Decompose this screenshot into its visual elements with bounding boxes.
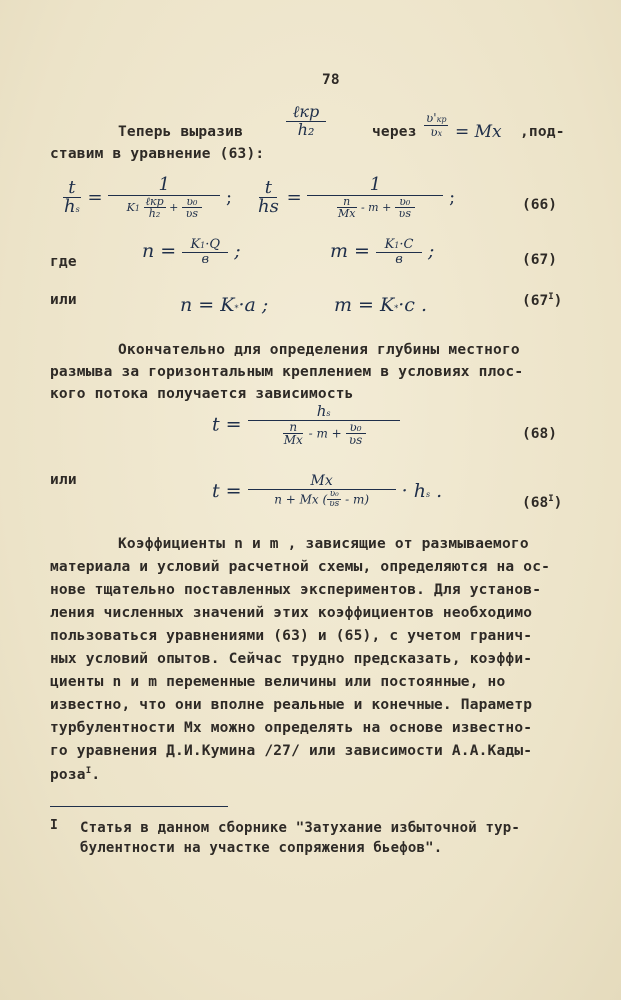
para2-line-8: известно, что они вполне реальные и конечные. Параметр xyxy=(50,697,533,713)
footnote-rule xyxy=(50,806,228,807)
eq67i-number: $(67^I)$ xyxy=(522,292,563,309)
eq67-n: n = $\frac{K1\cdot Q}{в}$ ; xyxy=(142,237,241,267)
intro-frac-den: h₂ xyxy=(297,119,315,139)
para2-line-11: роза$^I$. xyxy=(50,766,101,783)
eq67i-n: n = K*·a ; xyxy=(180,294,269,316)
para1-line-2: размыва за горизонтальным креплением в условиях плос- xyxy=(50,364,524,380)
intro-text-1: Теперь выразив xyxy=(118,124,244,140)
label-ili-2: или xyxy=(50,472,77,488)
eq68i-number: $(68^I)$ xyxy=(522,494,563,511)
intro-text-2: ставим в уравнение (63): xyxy=(50,146,265,162)
para1-line-1: Окончательно для определения глубины местного xyxy=(118,342,520,358)
eq66-left: $\frac{t}{hs}$ = 1 K1 $\frac{\text{ℓкр}}{\text{h₂}}$ + $\frac{\text{ʋ₀}}{\text{ʋs}}$ ; xyxy=(64,174,233,221)
eq68-number: (68) xyxy=(522,426,557,442)
intro-ratio: $\frac{\text{ʋ'кр}}{\text{ʋx}}$ xyxy=(426,111,447,139)
label-gde: где xyxy=(50,254,77,270)
eq66-right: $\frac{t}{hs}$ = 1 $\frac{n}{Mx}$ - m + $\frac{\text{ʋ₀}}{\text{ʋs}}$ ; xyxy=(258,174,456,221)
page-number: 78 xyxy=(322,72,340,88)
footnote-line-2: булентности на участке сопряжения бьефов". xyxy=(80,840,443,856)
label-ili-1: или xyxy=(50,292,77,308)
eq67i-m: m = K*·c . xyxy=(334,294,427,316)
eq67-number: (67) xyxy=(522,252,557,268)
para2-line-1: Коэффициенты n и m , зависящие от размываемого xyxy=(118,536,529,552)
eq68i: t = Mx n + Mx ( $\frac{\text{ʋ₀}}{\text{ʋs}}$ - m) · hs . xyxy=(212,473,443,510)
para2-line-9: турбулентности Mx можно определять на основе известно- xyxy=(50,720,533,736)
para2-line-10: го уравнения Д.И.Кумина /27/ или зависимости А.А.Кады- xyxy=(50,743,533,759)
para2-line-7: циенты n и m переменные величины или постоянные, но xyxy=(50,674,506,690)
eq66-number: (66) xyxy=(522,197,557,213)
intro-frac-num: ℓкр xyxy=(292,102,320,121)
eq68: t = hs $\frac{n}{Mx}$ - m + $\frac{\text{ʋ₀}}{\text{ʋs}}$ xyxy=(212,404,400,447)
para2-line-5: пользоваться уравнениями (63) и (65), с учетом гранич- xyxy=(50,628,533,644)
para2-line-3: нове тщательно поставленных экспериментов. Для установ- xyxy=(50,582,542,598)
eq67-m: m = $\frac{K1\cdot C}{в}$ ; xyxy=(330,237,435,267)
intro-text-1b: ,под- xyxy=(520,124,565,140)
intro-eq-mx: = Mx xyxy=(455,122,502,142)
footnote-line-1: Статья в данном сборнике "Затухание избыточной тур- xyxy=(80,820,521,836)
intro-fraction xyxy=(286,104,326,139)
para2-line-4: ления численных значений этих коэффициентов необходимо xyxy=(50,605,533,621)
para2-line-6: ных условий опытов. Сейчас трудно предсказать, коэффи- xyxy=(50,651,533,667)
intro-through: через xyxy=(372,124,417,140)
para1-line-3: кого потока получается зависимость xyxy=(50,386,354,402)
para2-line-2: материала и условий расчетной схемы, определяются на ос- xyxy=(50,559,551,575)
footnote-mark: I xyxy=(50,818,59,833)
